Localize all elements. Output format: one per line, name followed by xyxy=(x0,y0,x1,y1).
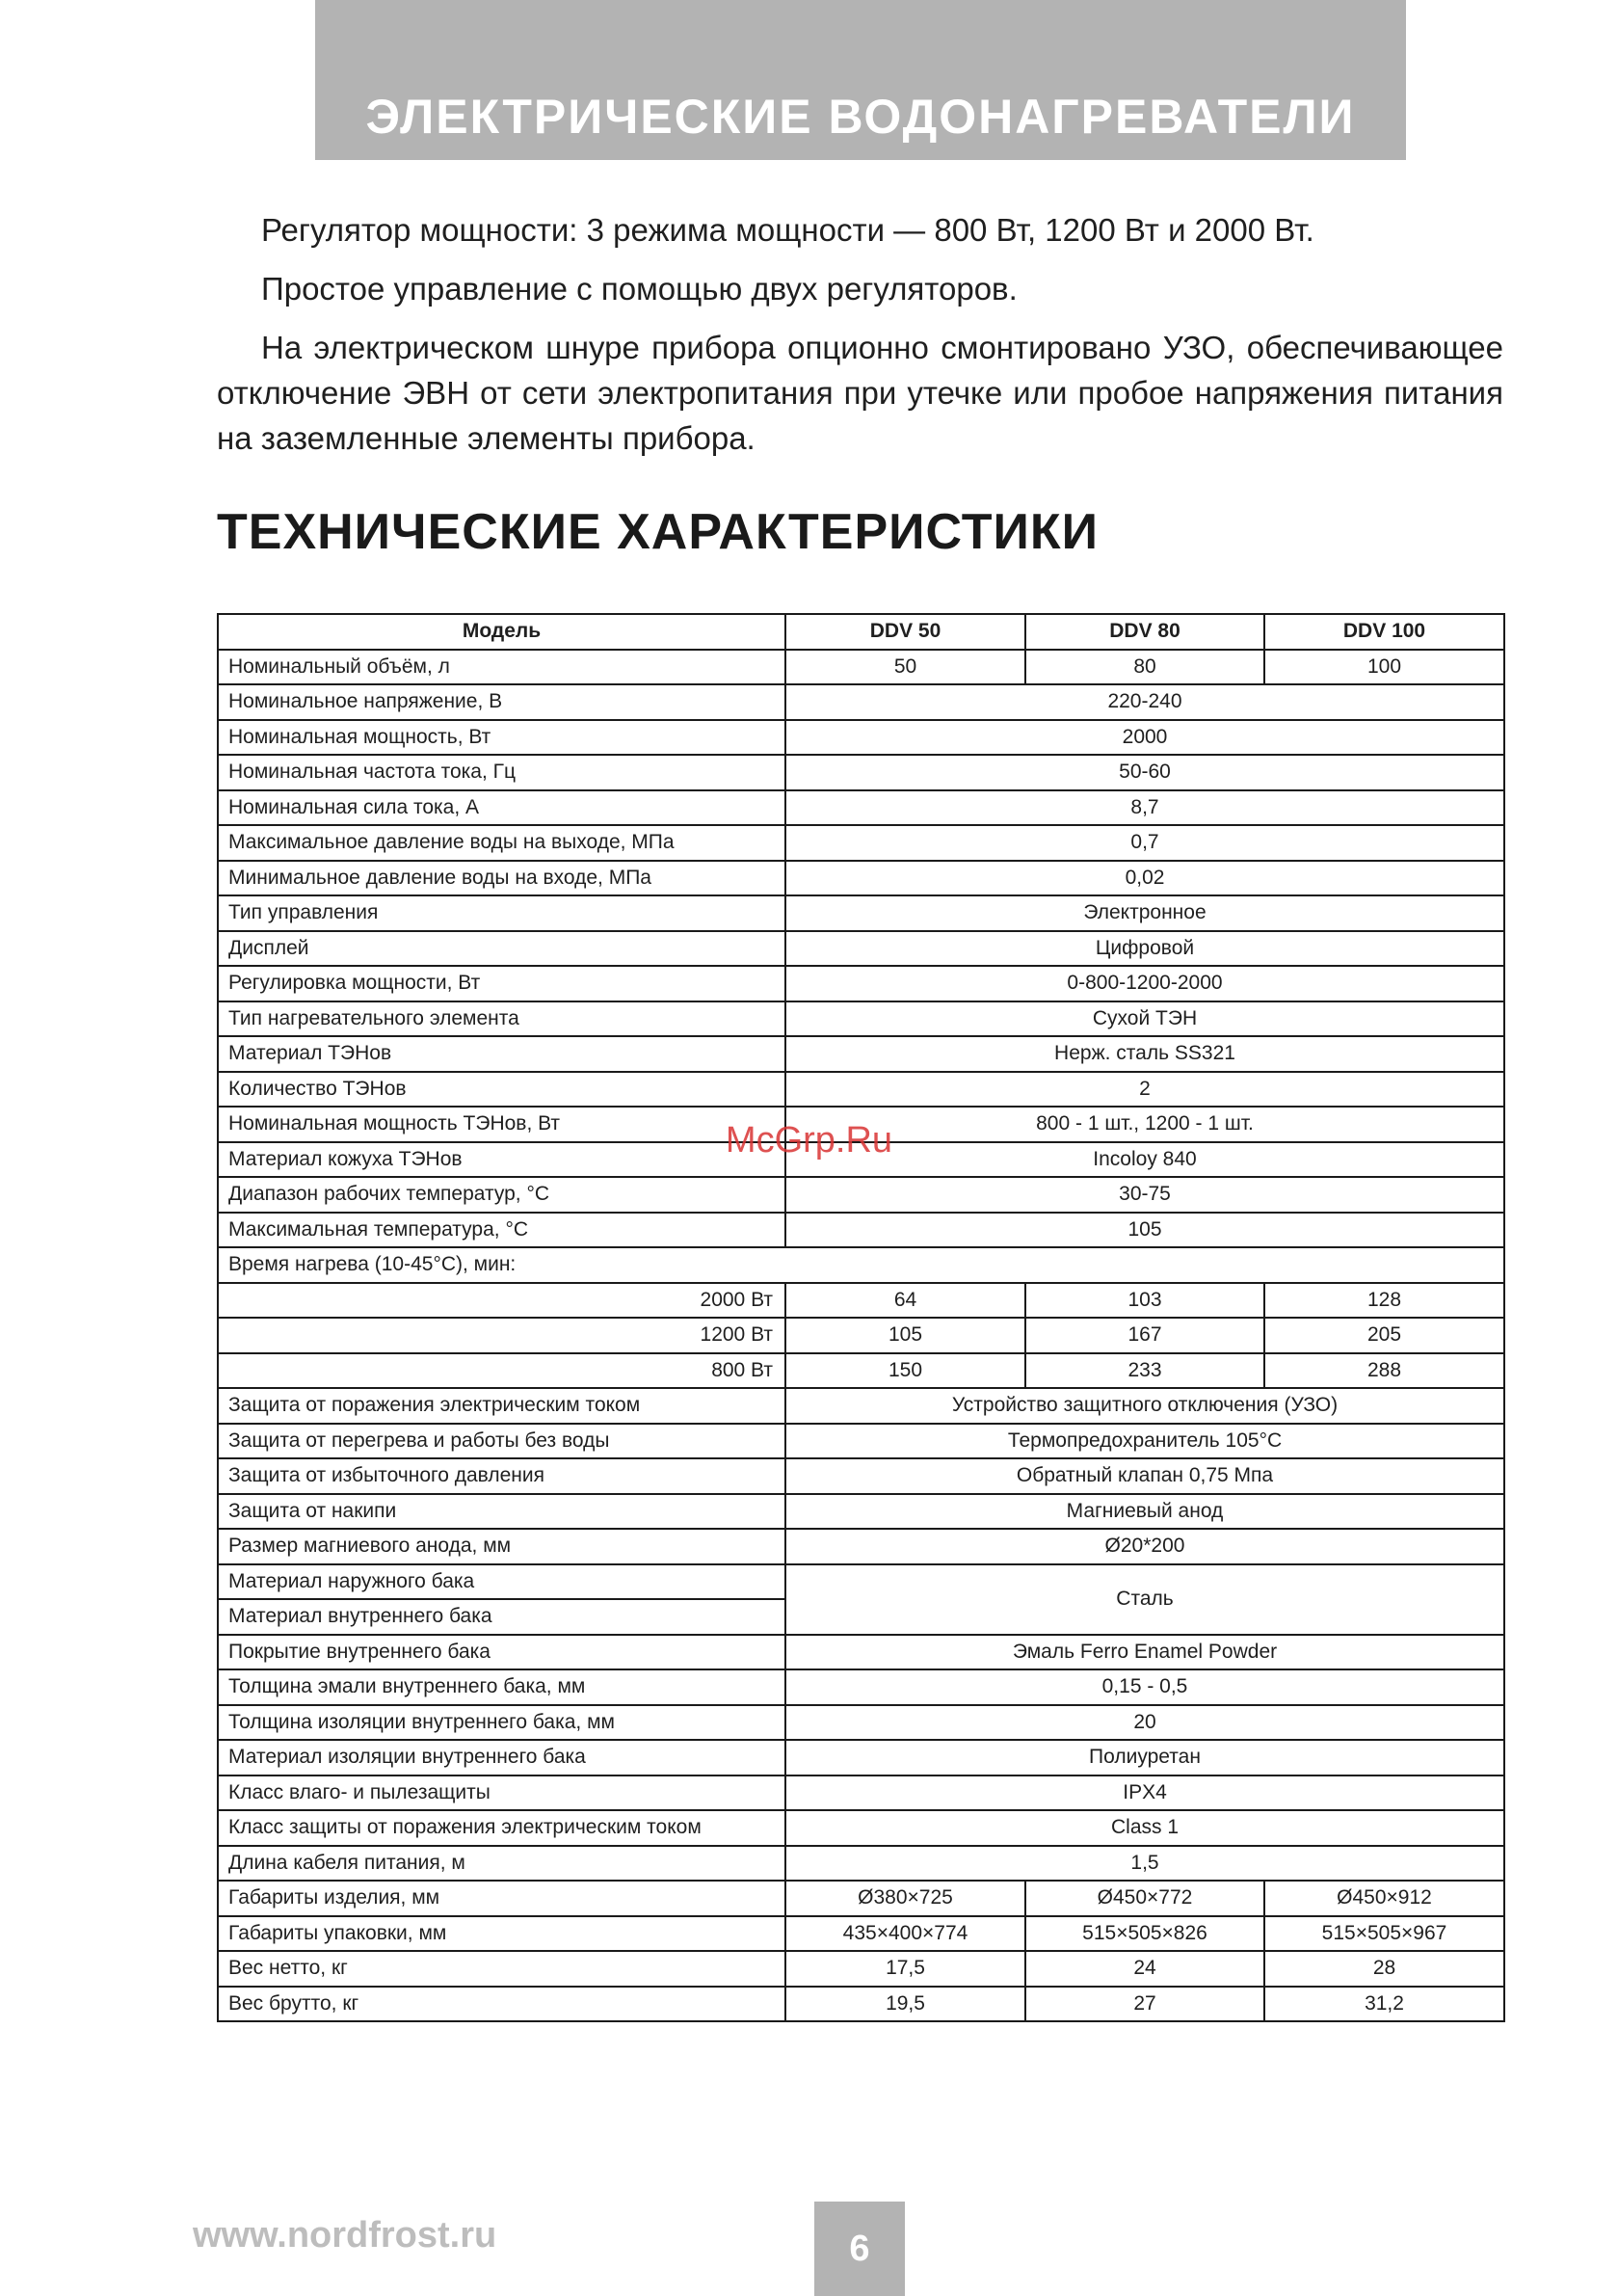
spec-value: Обратный клапан 0,75 Мпа xyxy=(785,1458,1504,1494)
spec-value: Class 1 xyxy=(785,1810,1504,1846)
heating-time-subrow xyxy=(218,1318,1504,1353)
spec-label: Класс защиты от поражения электрическим током xyxy=(218,1810,785,1846)
spec-value: 30-75 xyxy=(785,1177,1504,1213)
spec-value: 100 xyxy=(1264,650,1504,685)
heating-time-value: 150 xyxy=(785,1353,1025,1389)
spec-label: Номинальная мощность ТЭНов, Вт xyxy=(218,1107,785,1142)
spec-label: Номинальная частота тока, Гц xyxy=(218,755,785,790)
table-row xyxy=(218,1810,1504,1846)
column-header-ddv50: DDV 50 xyxy=(785,614,1025,650)
spec-value: Полиуретан xyxy=(785,1740,1504,1775)
spec-value: 27 xyxy=(1025,1987,1264,2022)
spec-label: Класс влаго- и пылезащиты xyxy=(218,1775,785,1811)
spec-value: 80 xyxy=(1025,650,1264,685)
table-row xyxy=(218,1001,1504,1037)
spec-value: Термопредохранитель 105°С xyxy=(785,1424,1504,1459)
spec-label: Длина кабеля питания, м xyxy=(218,1846,785,1882)
spec-value: 0,02 xyxy=(785,861,1504,896)
spec-value: 2000 xyxy=(785,720,1504,756)
table-row xyxy=(218,1846,1504,1882)
spec-value: 800 - 1 шт., 1200 - 1 шт. xyxy=(785,1107,1504,1142)
heating-time-value: 64 xyxy=(785,1283,1025,1319)
spec-label: Материал ТЭНов xyxy=(218,1036,785,1072)
heating-time-value: 233 xyxy=(1025,1353,1264,1389)
spec-label: Минимальное давление воды на входе, МПа xyxy=(218,861,785,896)
spec-value: IPX4 xyxy=(785,1775,1504,1811)
spec-value: Ø20*200 xyxy=(785,1529,1504,1564)
spec-label: Защита от перегрева и работы без воды xyxy=(218,1424,785,1459)
table-row xyxy=(218,1424,1504,1459)
column-header-ddv100: DDV 100 xyxy=(1264,614,1504,650)
spec-label: Максимальная температура, °С xyxy=(218,1213,785,1248)
spec-value: 515×505×826 xyxy=(1025,1916,1264,1952)
heating-time-value: 205 xyxy=(1264,1318,1504,1353)
spec-label: Материал изоляции внутреннего бака xyxy=(218,1740,785,1775)
intro-paragraph-power-regulator: Регулятор мощности: 3 режима мощности — 800 Вт, 1200 Вт и 2000 Вт. xyxy=(261,212,1314,248)
table-row xyxy=(218,1388,1504,1424)
heating-time-value: 105 xyxy=(785,1318,1025,1353)
spec-label: Габариты упаковки, мм xyxy=(218,1916,785,1952)
table-row xyxy=(218,1635,1504,1670)
spec-value: 8,7 xyxy=(785,790,1504,826)
spec-label: Номинальный объём, л xyxy=(218,650,785,685)
spec-value-merged: Сталь xyxy=(785,1564,1504,1635)
heating-time-value: 128 xyxy=(1264,1283,1504,1319)
spec-label: Регулировка мощности, Вт xyxy=(218,966,785,1001)
table-row xyxy=(218,1705,1504,1741)
table-row xyxy=(218,1529,1504,1564)
spec-label: Номинальная мощность, Вт xyxy=(218,720,785,756)
spec-value: 50-60 xyxy=(785,755,1504,790)
table-row xyxy=(218,1142,1504,1178)
spec-label: Дисплей xyxy=(218,931,785,967)
spec-value: 1,5 xyxy=(785,1846,1504,1882)
spec-value: 31,2 xyxy=(1264,1987,1504,2022)
table-row xyxy=(218,1458,1504,1494)
table-row xyxy=(218,1107,1504,1142)
spec-value: Магниевый анод xyxy=(785,1494,1504,1530)
spec-value: 220-240 xyxy=(785,684,1504,720)
heating-time-row xyxy=(218,1247,1504,1283)
spec-label: Материал внутреннего бака xyxy=(218,1599,785,1635)
spec-label: Диапазон рабочих температур, °С xyxy=(218,1177,785,1213)
page-header-title: ЭЛЕКТРИЧЕСКИЕ ВОДОНАГРЕВАТЕЛИ xyxy=(365,90,1356,144)
spec-value: Электронное xyxy=(785,895,1504,931)
watermark: McGrp.Ru xyxy=(725,1120,893,1161)
table-row xyxy=(218,895,1504,931)
spec-value: Incoloy 840 xyxy=(785,1142,1504,1178)
heating-power-label: 2000 Вт xyxy=(218,1283,785,1319)
table-row xyxy=(218,931,1504,967)
table-row xyxy=(218,1881,1504,1916)
heating-time-value: 103 xyxy=(1025,1283,1264,1319)
heating-time-value: 167 xyxy=(1025,1318,1264,1353)
column-header-model: Модель xyxy=(218,614,785,650)
table-row xyxy=(218,1740,1504,1775)
spec-label: Габариты изделия, мм xyxy=(218,1881,785,1916)
spec-value: 19,5 xyxy=(785,1987,1025,2022)
table-row xyxy=(218,720,1504,756)
header-banner xyxy=(315,0,1406,160)
spec-label: Размер магниевого анода, мм xyxy=(218,1529,785,1564)
spec-value: 24 xyxy=(1025,1951,1264,1987)
table-row xyxy=(218,1951,1504,1987)
spec-value: Ø450×912 xyxy=(1264,1881,1504,1916)
table-header-row xyxy=(218,614,1504,650)
table-row xyxy=(218,790,1504,826)
table-row xyxy=(218,1564,1504,1600)
heating-power-label: 800 Вт xyxy=(218,1353,785,1389)
column-header-ddv80: DDV 80 xyxy=(1025,614,1264,650)
spec-label: Защита от поражения электрическим током xyxy=(218,1388,785,1424)
spec-label: Тип нагревательного элемента xyxy=(218,1001,785,1037)
table-row xyxy=(218,1775,1504,1811)
spec-label: Вес брутто, кг xyxy=(218,1987,785,2022)
spec-label: Тип управления xyxy=(218,895,785,931)
spec-label: Защита от накипи xyxy=(218,1494,785,1530)
spec-value: 17,5 xyxy=(785,1951,1025,1987)
spec-value: 2 xyxy=(785,1072,1504,1108)
table-row xyxy=(218,861,1504,896)
table-row xyxy=(218,1213,1504,1248)
table-row xyxy=(218,650,1504,685)
spec-value: Устройство защитного отключения (УЗО) xyxy=(785,1388,1504,1424)
spec-value: Сухой ТЭН xyxy=(785,1001,1504,1037)
spec-value: Цифровой xyxy=(785,931,1504,967)
spec-value: 28 xyxy=(1264,1951,1504,1987)
intro-paragraph-rcd: На электрическом шнуре прибора опционно смонтировано УЗО, обеспечивающее отключение ЭВН от сети электропитания при утечке или пробое напряжения питания на заземленные элементы прибора. xyxy=(217,330,1503,456)
spec-value: 0,7 xyxy=(785,825,1504,861)
spec-label: Номинальное напряжение, В xyxy=(218,684,785,720)
specifications-table xyxy=(217,613,1505,2022)
intro-paragraph-control: Простое управление с помощью двух регуляторов. xyxy=(261,271,1018,307)
spec-value: Ø450×772 xyxy=(1025,1881,1264,1916)
table-row xyxy=(218,1916,1504,1952)
spec-value: 0,15 - 0,5 xyxy=(785,1669,1504,1705)
table-row xyxy=(218,1177,1504,1213)
spec-label: Толщина изоляции внутреннего бака, мм xyxy=(218,1705,785,1741)
spec-label: Максимальное давление воды на выходе, МПа xyxy=(218,825,785,861)
table-row xyxy=(218,1494,1504,1530)
table-row xyxy=(218,825,1504,861)
spec-value: Эмаль Ferro Enamel Powder xyxy=(785,1635,1504,1670)
table-row xyxy=(218,1669,1504,1705)
spec-value: 20 xyxy=(785,1705,1504,1741)
heating-time-subrow xyxy=(218,1283,1504,1319)
heating-time-value: 288 xyxy=(1264,1353,1504,1389)
spec-label: Номинальная сила тока, А xyxy=(218,790,785,826)
spec-value: 0-800-1200-2000 xyxy=(785,966,1504,1001)
spec-value: 515×505×967 xyxy=(1264,1916,1504,1952)
spec-value: Нерж. сталь SS321 xyxy=(785,1036,1504,1072)
section-title: ТЕХНИЧЕСКИЕ ХАРАКТЕРИСТИКИ xyxy=(217,504,1100,560)
table-row xyxy=(218,755,1504,790)
page-number: 6 xyxy=(814,2202,905,2296)
spec-value: 435×400×774 xyxy=(785,1916,1025,1952)
spec-label: Материал кожуха ТЭНов xyxy=(218,1142,785,1178)
heating-time-label: Время нагрева (10-45°С), мин: xyxy=(218,1247,1504,1283)
heating-time-subrow xyxy=(218,1353,1504,1389)
spec-label: Материал наружного бака xyxy=(218,1564,785,1600)
spec-label: Вес нетто, кг xyxy=(218,1951,785,1987)
heating-power-label: 1200 Вт xyxy=(218,1318,785,1353)
table-row xyxy=(218,966,1504,1001)
spec-value: 50 xyxy=(785,650,1025,685)
table-row xyxy=(218,1036,1504,1072)
spec-value: 105 xyxy=(785,1213,1504,1248)
spec-label: Покрытие внутреннего бака xyxy=(218,1635,785,1670)
spec-label: Толщина эмали внутреннего бака, мм xyxy=(218,1669,785,1705)
footer-website: www.nordfrost.ru xyxy=(193,2215,497,2256)
table-row xyxy=(218,1987,1504,2022)
spec-value: Ø380×725 xyxy=(785,1881,1025,1916)
table-row xyxy=(218,684,1504,720)
spec-label: Количество ТЭНов xyxy=(218,1072,785,1108)
spec-label: Защита от избыточного давления xyxy=(218,1458,785,1494)
table-row xyxy=(218,1072,1504,1108)
